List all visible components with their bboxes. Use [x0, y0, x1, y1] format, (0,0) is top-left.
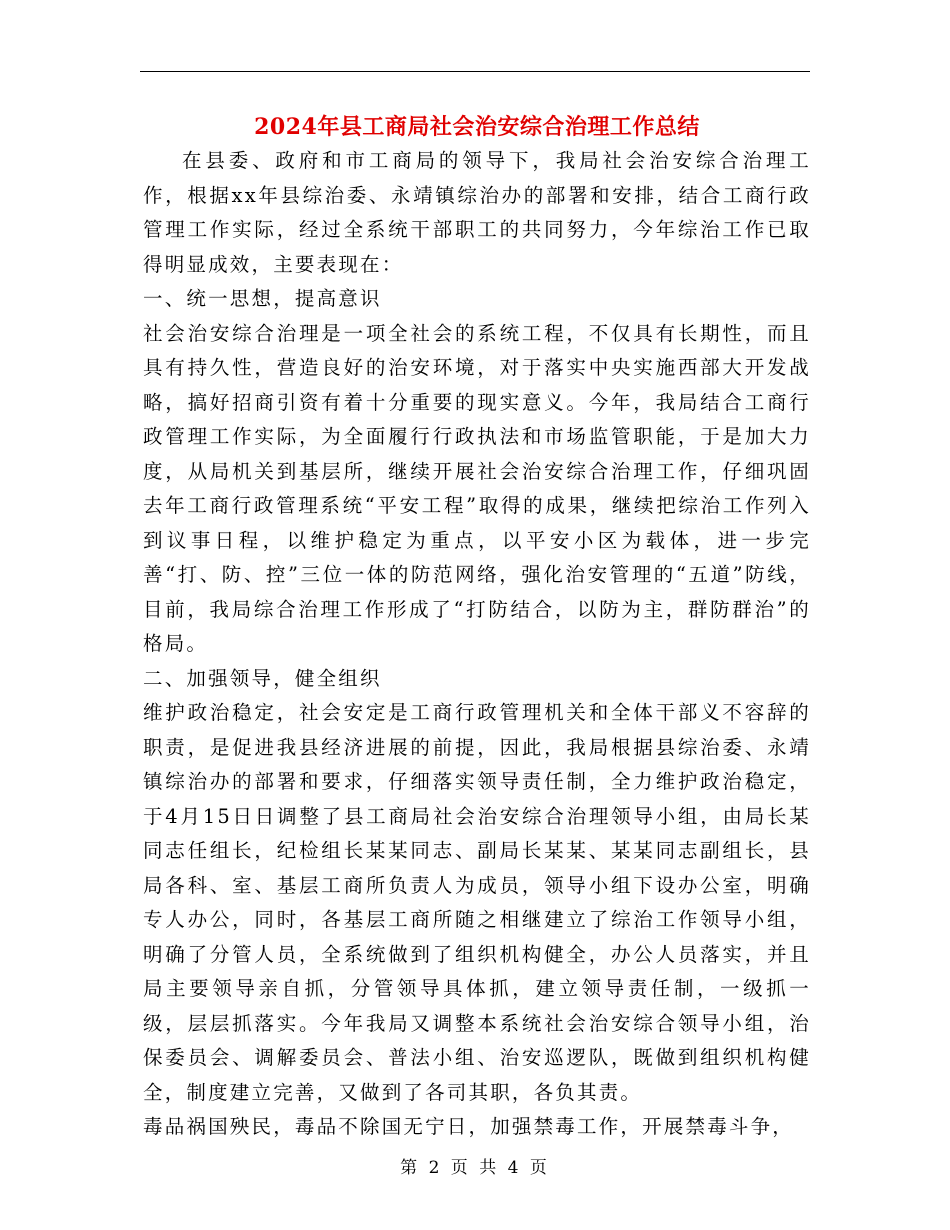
header-rule [140, 71, 810, 72]
paragraph-intro: 在县委、政府和市工商局的领导下，我局社会治安综合治理工作，根据xx年县综治委、永靖镇综治办的部署和安排，结合工商行政管理工作实际，经过全系统干部职工的共同努力，今年综治工作已取得明显成效，主要表现在： [143, 149, 811, 276]
section-heading-2: 二、加强领导，健全组织 [143, 666, 382, 690]
paragraph-section-2: 维护政治稳定，社会安定是工商行政管理机关和全体干部义不容辞的职责，是促进我县经济进展的前提，因此，我局根据县综治委、永靖镇综治办的部署和要求，仔细落实领导责任制，全力维护政治稳定，于4月15日日调整了县工商局社会治安综合治理领导小组，由局长某同志任组长，纪检组长某某同志、副局长某某、某某同志副组长，县局各科、室、基层工商所负责人为成员，领导小组下设办公室，明确专人办公，同时，各基层工商所随之相继建立了综治工作领导小组，明确了分管人员，全系统做到了组织机构健全，办公人员落实，并且局主要领导亲自抓，分管领导具体抓，建立领导责任制，一级抓一级，层层抓落实。今年我局又调整本系统社会治安综合领导小组，治保委员会、调解委员会、普法小组、治安巡逻队，既做到组织机构健全，制度建立完善，又做到了各司其职，各负其责。 [143, 701, 811, 1104]
page-number: 第 2 页 共 4 页 [400, 1158, 550, 1178]
section-heading-1: 一、统一思想，提高意识 [143, 287, 382, 310]
paragraph-drug-control: 毒品祸国殃民，毒品不除国无宁日，加强禁毒工作，开展禁毒斗争， [143, 1115, 795, 1138]
document-text [143, 144, 811, 1145]
paragraph-section-1: 社会治安综合治理是一项全社会的系统工程，不仅具有长期性，而且具有持久性，营造良好的治安环境，对于落实中央实施西部大开发战略，搞好招商引资有着十分重要的现实意义。今年，我局结合工商行政管理工作实际，为全面履行行政执法和市场监管职能，于是加大力度，从局机关到基层所，继续开展社会治安综合治理工作，仔细巩固去年工商行政管理系统“平安工程”取得的成果，继续把综治工作列入到议事日程，以维护稳定为重点，以平安小区为载体，进一步完善“打、防、控”三位一体的防范网络，强化治安管理的“五道”防线，目前，我局综合治理工作形成了“打防结合，以防为主，群防群治”的格局。 [143, 321, 811, 655]
document-body [143, 110, 811, 1145]
document-title: 2024年县工商局社会治安综合治理工作总结 [254, 114, 700, 140]
